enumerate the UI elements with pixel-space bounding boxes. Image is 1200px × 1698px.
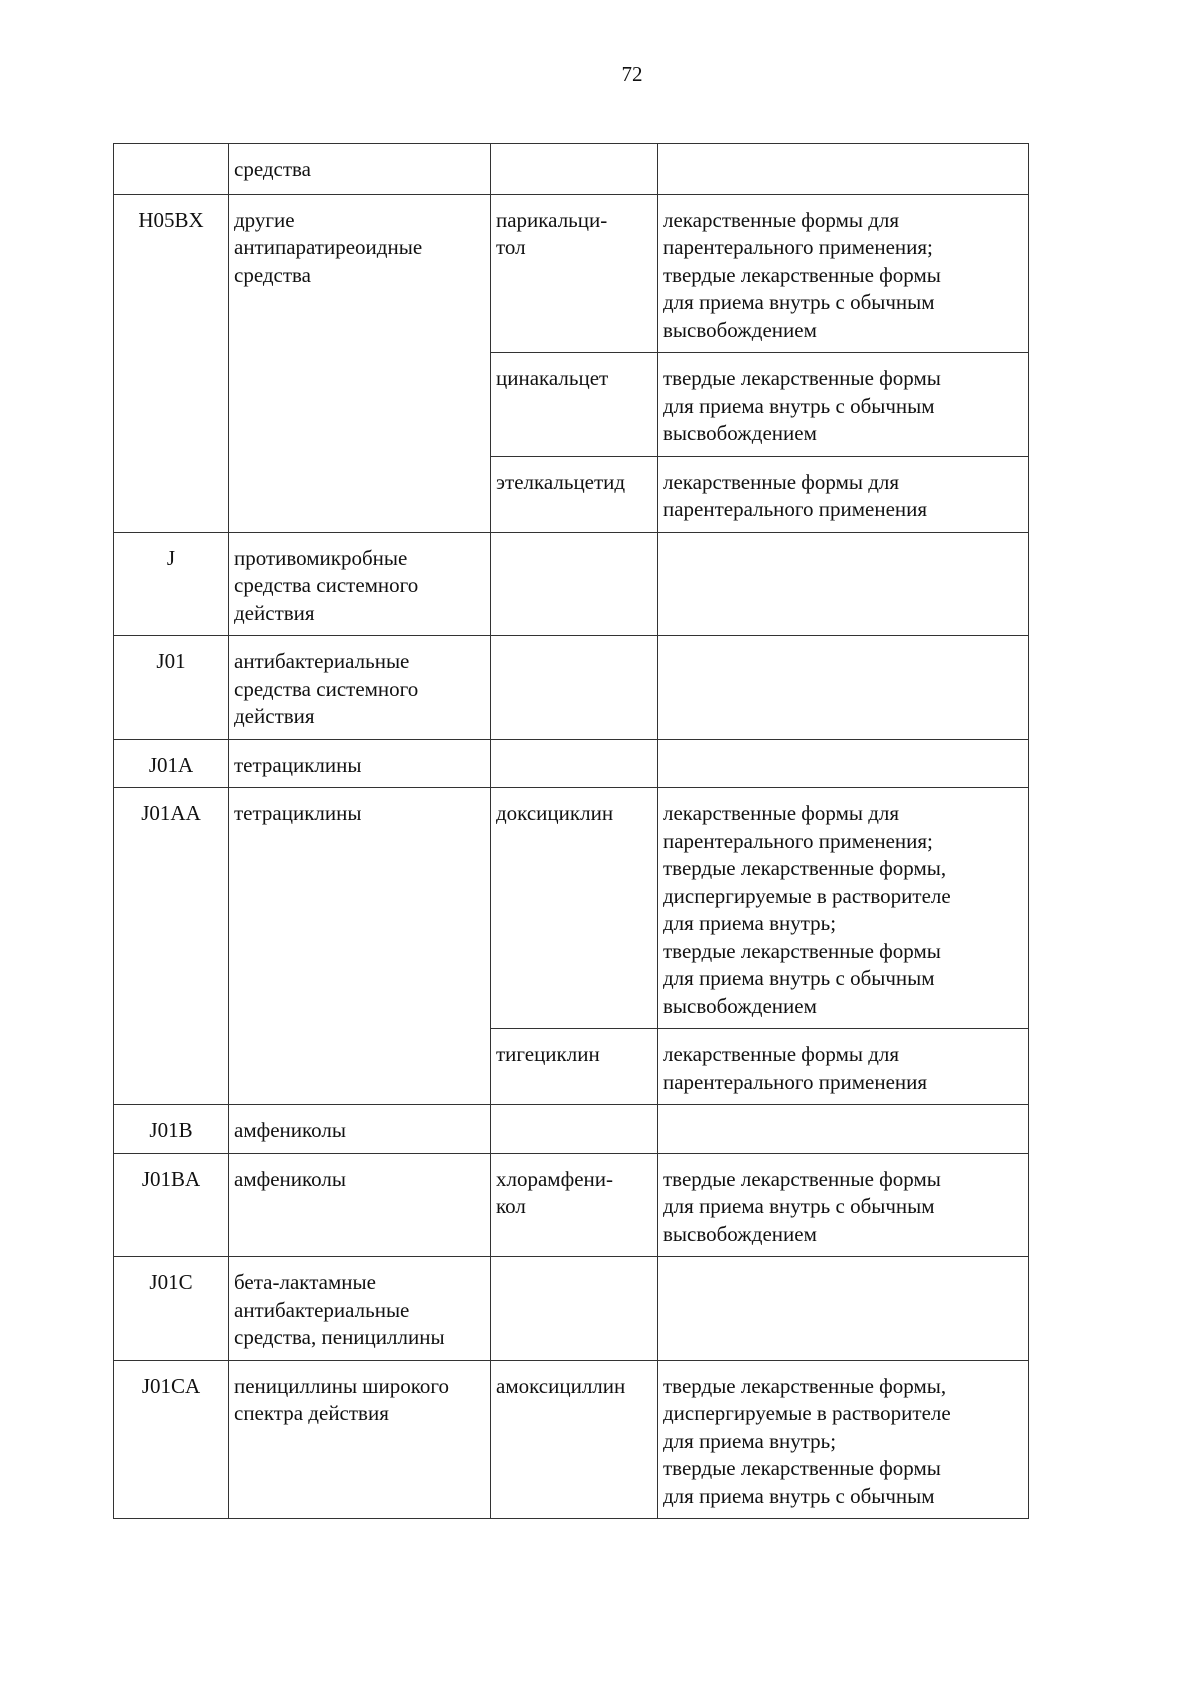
table-row [114, 1360, 1029, 1519]
drug-name-cell: доксициклин [491, 788, 658, 1029]
group-name-cell: амфениколы [229, 1153, 491, 1257]
dosage-forms-cell: лекарственные формы для парентерального применения [658, 1029, 1029, 1105]
dosage-forms-cell [658, 144, 1029, 195]
drug-name-cell [491, 532, 658, 636]
atc-code-cell: J01AA [114, 788, 229, 1105]
dosage-forms-cell: твердые лекарственные формы для приема внутрь с обычным высвобождением [658, 1153, 1029, 1257]
table-row [114, 194, 1029, 353]
dosage-forms-cell [658, 636, 1029, 740]
atc-code-cell: J01C [114, 1257, 229, 1361]
drug-table [113, 143, 1029, 1519]
atc-code-cell: J01BA [114, 1153, 229, 1257]
drug-name-cell [491, 144, 658, 195]
dosage-forms-cell: твердые лекарственные формы, диспергируемые в растворителе для приема внутрь; твердые лекарственные формы для приема внутрь с обычным [658, 1360, 1029, 1519]
group-name-cell: другие антипаратиреоидные средства [229, 194, 491, 532]
group-name-cell: тетрациклины [229, 739, 491, 788]
table-row [114, 739, 1029, 788]
table-row [114, 532, 1029, 636]
group-name-cell: бета-лактамные антибактериальные средства, пенициллины [229, 1257, 491, 1361]
drug-name-cell: этелкальцетид [491, 456, 658, 532]
drug-name-cell [491, 636, 658, 740]
table-row [114, 788, 1029, 1029]
table-row [114, 1257, 1029, 1361]
group-name-cell: тетрациклины [229, 788, 491, 1105]
dosage-forms-cell [658, 1105, 1029, 1154]
drug-name-cell [491, 1257, 658, 1361]
atc-code-cell: J01B [114, 1105, 229, 1154]
atc-code-cell: J01A [114, 739, 229, 788]
table-row [114, 144, 1029, 195]
drug-name-cell: парикальци- тол [491, 194, 658, 353]
atc-code-cell: J01CA [114, 1360, 229, 1519]
atc-code-cell: J [114, 532, 229, 636]
group-name-cell: антибактериальные средства системного действия [229, 636, 491, 740]
dosage-forms-cell: лекарственные формы для парентерального применения [658, 456, 1029, 532]
group-name-cell: амфениколы [229, 1105, 491, 1154]
drug-name-cell: цинакальцет [491, 353, 658, 457]
group-name-cell: средства [229, 144, 491, 195]
atc-code-cell: J01 [114, 636, 229, 740]
table-row [114, 1105, 1029, 1154]
dosage-forms-cell: твердые лекарственные формы для приема внутрь с обычным высвобождением [658, 353, 1029, 457]
drug-name-cell [491, 739, 658, 788]
dosage-forms-cell [658, 1257, 1029, 1361]
table-row [114, 636, 1029, 740]
group-name-cell: противомикробные средства системного действия [229, 532, 491, 636]
dosage-forms-cell [658, 532, 1029, 636]
page-number: 72 [621, 62, 643, 86]
group-name-cell: пенициллины широкого спектра действия [229, 1360, 491, 1519]
dosage-forms-cell: лекарственные формы для парентерального применения; твердые лекарственные формы для приема внутрь с обычным высвобождением [658, 194, 1029, 353]
dosage-forms-cell [658, 739, 1029, 788]
drug-name-cell: тигециклин [491, 1029, 658, 1105]
table-row [114, 1153, 1029, 1257]
dosage-forms-cell: лекарственные формы для парентерального применения; твердые лекарственные формы, диспергируемые в растворителе для приема внутрь; твердые лекарственные формы для приема внутрь с обычным высвобождением [658, 788, 1029, 1029]
drug-name-cell [491, 1105, 658, 1154]
atc-code-cell [114, 144, 229, 195]
atc-code-cell: H05BX [114, 194, 229, 532]
drug-name-cell: хлорамфени- кол [491, 1153, 658, 1257]
drug-name-cell: амоксициллин [491, 1360, 658, 1519]
